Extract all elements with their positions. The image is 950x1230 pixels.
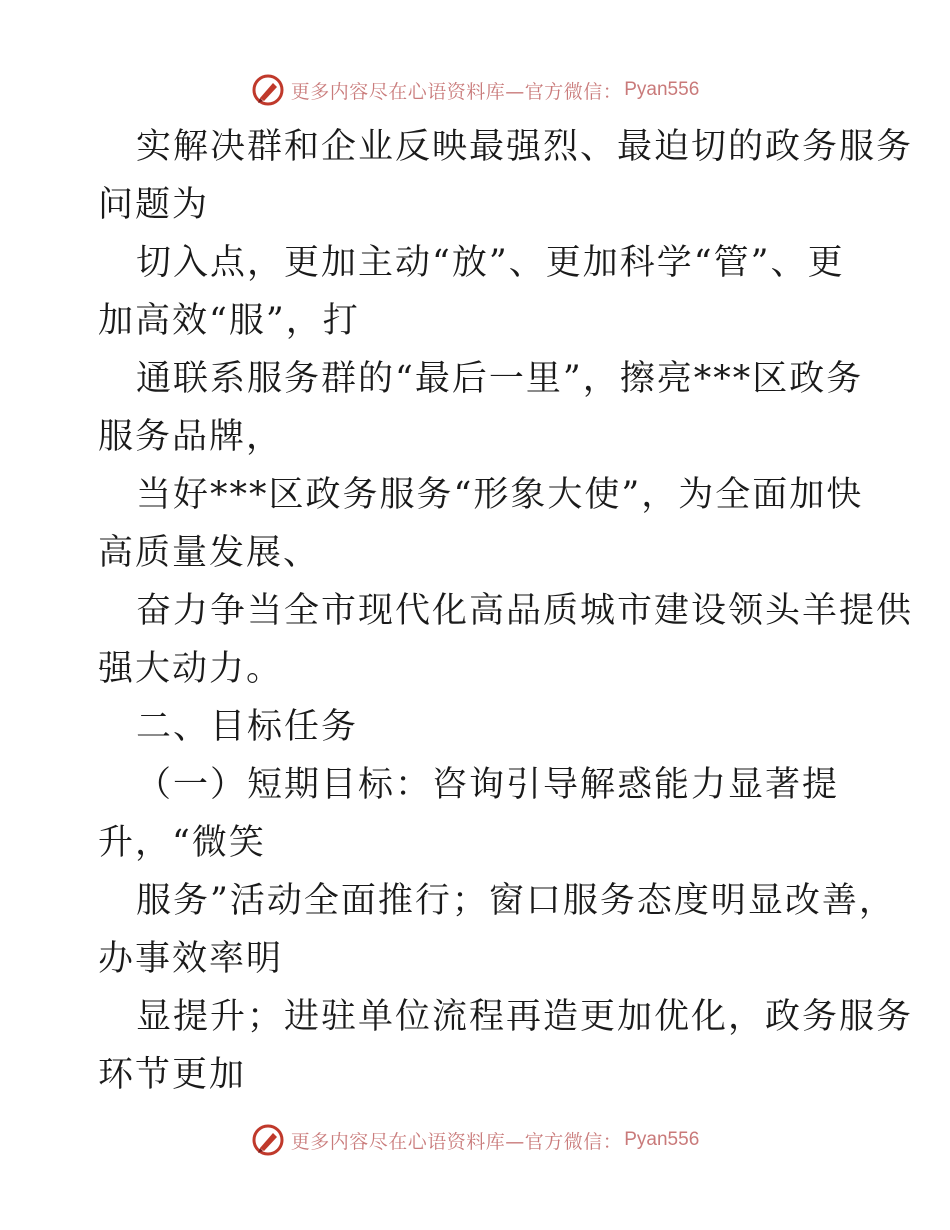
pen-logo-icon (251, 1123, 285, 1157)
paragraph-line: 高质量发展、 (98, 533, 321, 573)
section-heading: 二、目标任务 (136, 707, 359, 747)
paragraph-line: 实解决群和企业反映最强烈、最迫切的政务服务 (136, 127, 914, 167)
paragraph-line: 升，“微笑 (98, 823, 266, 863)
paragraph-line: 切入点，更加主动“放”、更加科学“管”、更 (136, 243, 845, 283)
document-body (98, 118, 914, 1104)
pen-logo-icon (251, 73, 285, 107)
watermark-id: Pyan556 (624, 79, 700, 100)
paragraph-line: 服务品牌， (98, 417, 284, 457)
watermark-text: 更多内容尽在心语资料库—官方微信： (290, 1130, 623, 1153)
watermark-text: 更多内容尽在心语资料库—官方微信： (290, 80, 623, 103)
paragraph-line: 办事效率明 (98, 939, 284, 979)
paragraph-line: 奋力争当全市现代化高品质城市建设领头羊提供 (136, 591, 914, 631)
paragraph-line: 服务”活动全面推行；窗口服务态度明显改善， (136, 881, 896, 921)
watermark-footer (0, 1120, 950, 1160)
paragraph-line: 通联系服务群的“最后一里”，擦亮***区政务 (136, 359, 864, 399)
paragraph-line: 加高效“服”，打 (98, 301, 360, 341)
watermark-header (0, 70, 950, 110)
paragraph-line: 问题为 (98, 185, 210, 225)
subsection-heading: （一）短期目标：咨询引导解惑能力显著提 (136, 765, 840, 805)
watermark-id: Pyan556 (624, 1129, 700, 1150)
paragraph-line: 强大动力。 (98, 649, 284, 689)
paragraph-line: 显提升；进驻单位流程再造更加优化，政务服务 (136, 997, 914, 1037)
paragraph-line: 环节更加 (98, 1055, 247, 1095)
paragraph-line: 当好***区政务服务“形象大使”，为全面加快 (136, 475, 864, 515)
